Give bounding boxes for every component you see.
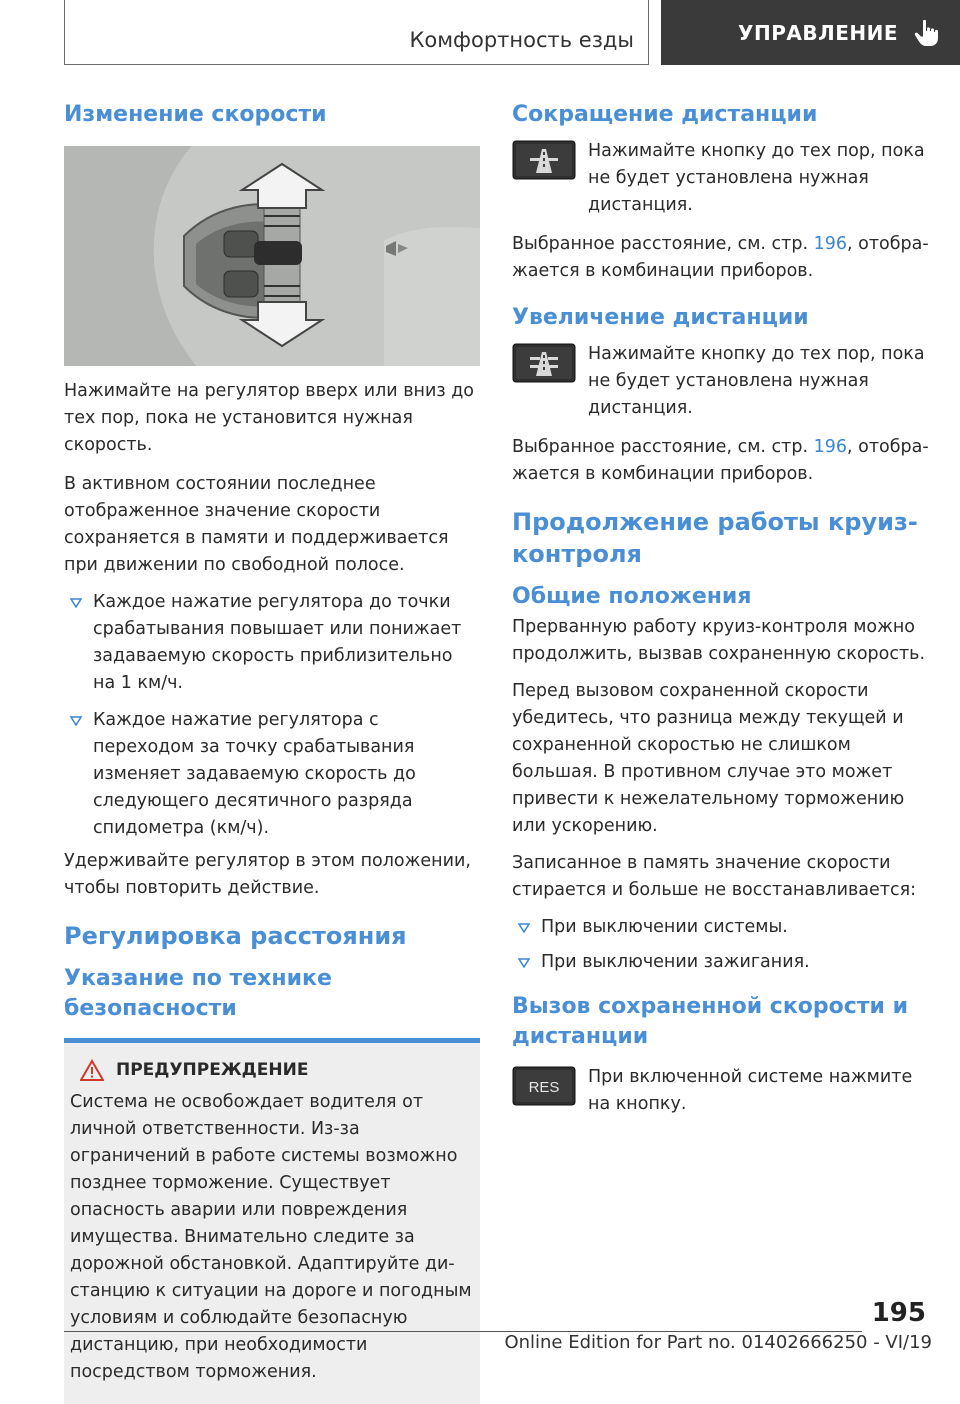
triangle-bullet-icon [70, 598, 82, 608]
heading-cruise-resume: Продолжение работы круиз-контроля [512, 508, 918, 568]
increase-page-link[interactable]: 196 [813, 437, 847, 457]
heading-distance-adjust: Регулировка расстояния [64, 922, 407, 950]
erase-bullet-2 [512, 949, 932, 976]
decrease-page-link[interactable]: 196 [813, 234, 847, 254]
speed-paragraph-3: Удерживайте регулятор в этом положении, чтобы повторить действие. [64, 851, 471, 898]
heading-speed-change: Изменение скорости [64, 102, 327, 127]
header-chapter-title: УПРАВЛЕНИЕ [738, 20, 898, 45]
speed-bullet-2 [64, 707, 480, 842]
erase-bullet-1-text: При выключении системы. [541, 917, 788, 937]
res-button-label: RES [528, 1079, 560, 1096]
warning-text: Система не освобождает водителя от личной ответственности. Из-за ограничений в работе системы возможно позднее торможение. Существует опасность аварии или повреждения имущества. Внимательно следите за дорожной обстановкой. Адаптируйте дистанцию к ситуации на дороге и погодным условиям и соблюдайте безопасную дистанцию, при необходимости посредством торможения. [70, 1092, 472, 1382]
general-paragraph-2: Перед вызовом сохраненной скорости убедитесь, что разница между текущей и сохраненной скоростью не слишком большая. В противном случае это может привести к нежелательному торможению или ускорению. [512, 681, 905, 836]
warning-title-row [80, 1059, 474, 1081]
decrease-row [512, 138, 932, 219]
speed-bullet-2-text: Каждое нажатие регулятора с переходом за точку срабатывания изменяет задаваемую скорость до следующего десятичного разряда спидометра (км/ч). [93, 710, 416, 838]
header-divider [648, 0, 649, 65]
increase-ref-prefix: Выбранное расстояние, см. стр. [512, 437, 814, 457]
increase-instruction: Нажимайте кнопку до тех пор, пока не будет установлена нужная дистанция. [588, 344, 925, 418]
increase-reference [512, 434, 932, 488]
pointing-hand-icon [912, 18, 942, 48]
triangle-bullet-icon [518, 958, 530, 968]
decrease-instruction: Нажимайте кнопку до тех пор, пока не будет установлена нужная дистанция. [588, 141, 925, 215]
decrease-ref-prefix: Выбранное расстояние, см. стр. [512, 234, 814, 254]
general-paragraph-1: Прерванную работу круиз-контроля можно продолжить, вызвав сохраненную скорость. [512, 617, 926, 664]
footer-edition: Online Edition for Part no. 01402666250 - VI/19 [504, 1332, 932, 1353]
recall-row [512, 1064, 932, 1118]
triangle-bullet-icon [70, 716, 82, 726]
increase-row [512, 341, 932, 422]
increase-ref-suffix: , отображается в комбинации приборов. [512, 437, 929, 484]
speed-paragraph-2: В активном состоянии последнее отображенное значение скорости сохраняется в памяти и поддерживается при движении по свободной полосе. [64, 474, 449, 575]
speed-bullet-1-text: Каждое нажатие регулятора до точки срабатывания повышает или понижает задаваемую скорость приблизительно на 1 км/ч. [93, 592, 462, 693]
header-chapter-tab [661, 0, 960, 65]
left-column [64, 100, 480, 1404]
steering-wheel-illustration [64, 146, 480, 366]
res-button-icon [512, 1066, 576, 1106]
steering-wheel-rocker-photo [64, 146, 480, 366]
heading-safety-note: Указание по технике безопасности [64, 966, 332, 1021]
recall-instruction: При включенной системе нажмите на кнопку. [588, 1067, 913, 1114]
heading-recall-speed: Вызов сохраненной скорости и дистанции [512, 994, 909, 1049]
triangle-bullet-icon [518, 923, 530, 933]
speed-paragraph-1: Нажимайте на регулятор вверх или вниз до тех пор, пока не установится нужная скорость. [64, 381, 475, 455]
distance-increase-button-icon [512, 343, 576, 383]
page-number: 195 [871, 1298, 926, 1328]
erase-bullet-1 [512, 914, 932, 941]
warning-box [64, 1038, 480, 1404]
warning-title: ПРЕДУПРЕЖДЕНИЕ [116, 1060, 309, 1080]
decrease-reference [512, 231, 932, 285]
heading-increase-distance: Увеличение дистанции [512, 305, 809, 330]
heading-decrease-distance: Сокращение дистанции [512, 102, 818, 127]
warning-triangle-icon [80, 1059, 104, 1081]
right-column [512, 100, 932, 1118]
decrease-ref-suffix: , отображается в комбинации приборов. [512, 234, 929, 281]
heading-general: Общие положения [512, 584, 752, 609]
speed-bullet-1 [64, 589, 480, 697]
erase-bullet-2-text: При выключении зажигания. [541, 952, 810, 972]
header-section-title: Комфортность езды [409, 28, 634, 52]
header-bottom-rule [64, 64, 648, 65]
general-paragraph-3: Записанное в память значение скорости стирается и больше не восстанавливается: [512, 853, 917, 900]
distance-decrease-button-icon [512, 140, 576, 180]
